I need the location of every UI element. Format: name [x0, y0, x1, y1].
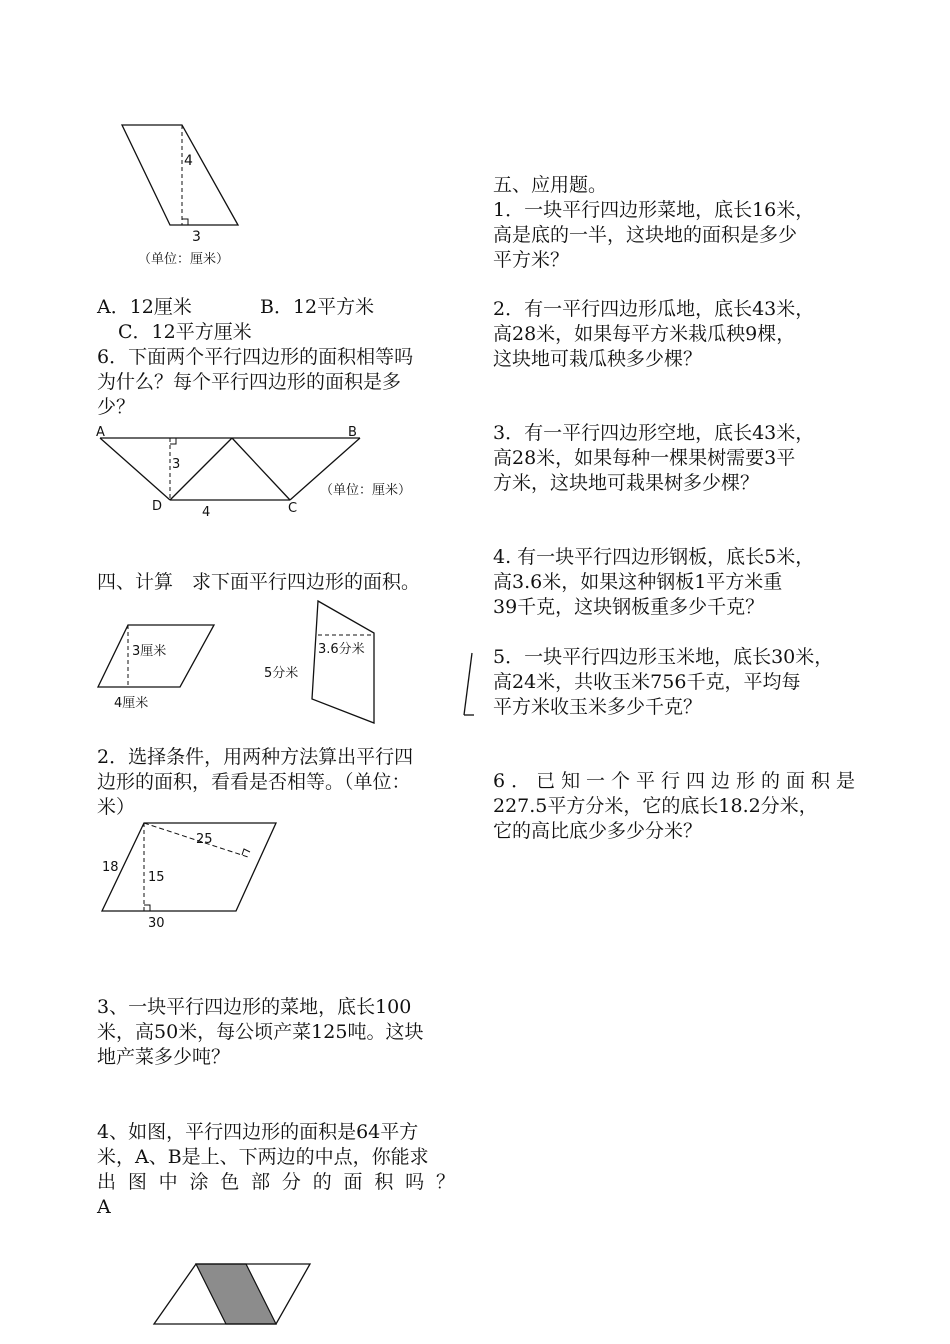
base-label: 4 — [202, 505, 211, 520]
section4-figures — [92, 595, 482, 725]
app3-line3: 方米，这块地可栽果树多少棵？ — [493, 472, 760, 494]
side-label-b: 5分米 — [264, 666, 299, 681]
partial-shape-edge — [464, 653, 472, 715]
height-label: 15 — [148, 870, 165, 885]
right-angle-mark — [182, 219, 188, 225]
app2-line2: 高28米，如果每平方米栽瓜秧9棵， — [493, 323, 796, 345]
right-angle-mark-bottom — [144, 905, 150, 911]
base-label-a: 4厘米 — [114, 696, 149, 711]
section5-title: 五、应用题。 — [493, 174, 608, 196]
height-label-a: 3厘米 — [132, 644, 167, 659]
option-c: C．12平方厘米 — [118, 321, 252, 343]
app1-line1: 1．一块平行四边形菜地，底长16米， — [493, 199, 815, 221]
parallelogram-shape — [122, 125, 238, 225]
base-label: 30 — [148, 916, 165, 931]
label-c: C — [288, 501, 298, 516]
q2-line3: 米） — [97, 796, 136, 818]
side-label: 18 — [102, 860, 119, 875]
app6-line2: 227.5平方分米，它的底长18.2分米， — [493, 795, 818, 817]
app1-line3: 平方米？ — [493, 249, 570, 271]
q2-line1: 2．选择条件，用两种方法算出平行四 — [97, 746, 414, 768]
app4-line3: 39千克，这块钢板重多少千克？ — [493, 596, 765, 618]
unit-note: （单位：厘米） — [320, 483, 412, 498]
q4-line2: 米，A、B是上、下两边的中点，你能求 — [97, 1146, 429, 1168]
q6-line3: 少？ — [97, 396, 136, 418]
app2-line1: 2．有一平行四边形瓜地，底长43米， — [493, 298, 815, 320]
app6-line3: 它的高比底少多少分米？ — [493, 820, 703, 842]
label-a: A — [96, 425, 105, 440]
app4-line2: 高3.6米，如果这种钢板1平方米重 — [493, 571, 783, 593]
q4-line4: A — [97, 1196, 111, 1218]
parallelogram-shape — [102, 823, 276, 911]
q4-line1: 4、如图，平行四边形的面积是64平方 — [97, 1121, 419, 1143]
section4-title: 四、计算 求下面平行四边形的面积。 — [97, 571, 421, 593]
app5-line2: 高24米，共收玉米756千克，平均每 — [493, 671, 801, 693]
parallelogram-b — [312, 601, 374, 723]
q2-line2: 边形的面积，看看是否相等。（单位： — [97, 771, 411, 793]
app1-line2: 高是底的一半，这块地的面积是多少 — [493, 224, 798, 246]
app4-line1: 4. 有一块平行四边形钢板，底长5米， — [493, 546, 815, 568]
q6-line2: 为什么？每个平行四边形的面积是多 — [97, 371, 402, 393]
perp-label: 25 — [196, 832, 213, 847]
app5-line3: 平方米收玉米多少千克？ — [493, 696, 703, 718]
app6-line1: 6．已知一个平行四边形的面积是 — [493, 770, 855, 792]
q3-line3: 地产菜多少吨？ — [97, 1046, 231, 1068]
q4-line3: 出图中涂色部分的面积吗？ — [97, 1171, 455, 1193]
shaded-region — [196, 1264, 276, 1324]
q3-line2: 米，高50米，每公顷产菜125吨。这块 — [97, 1021, 424, 1043]
app3-line2: 高28米，如果每种一棵果树需要3平 — [493, 447, 796, 469]
right-angle-mark — [170, 438, 176, 444]
right-angle-mark-side — [242, 849, 250, 855]
q2-parallelogram-figure — [92, 815, 292, 935]
q3-line1: 3、一块平行四边形的菜地，底长100 — [97, 996, 412, 1018]
app3-line1: 3．有一平行四边形空地，底长43米， — [493, 422, 815, 444]
option-a: A．12厘米 — [97, 296, 192, 318]
two-parallelograms-figure — [92, 420, 452, 520]
label-d: D — [152, 499, 163, 514]
side-a-d — [100, 438, 170, 500]
height-label-b: 3.6分米 — [318, 642, 365, 657]
parallelogram-figure-1 — [110, 115, 280, 275]
app5-line1: 5．一块平行四边形玉米地，底长30米， — [493, 646, 834, 668]
app2-line3: 这块地可栽瓜秧多少棵？ — [493, 348, 703, 370]
option-b: B．12平方米 — [260, 296, 375, 318]
height-label: 3 — [172, 457, 181, 472]
q4-shaded-figure — [150, 1258, 330, 1338]
base-label: 3 — [192, 229, 201, 245]
label-b: B — [348, 425, 357, 440]
side-mid-c — [232, 438, 290, 500]
height-label: 4 — [184, 153, 193, 169]
unit-note: （单位：厘米） — [138, 252, 230, 267]
q6-line1: 6．下面两个平行四边形的面积相等吗 — [97, 346, 414, 368]
